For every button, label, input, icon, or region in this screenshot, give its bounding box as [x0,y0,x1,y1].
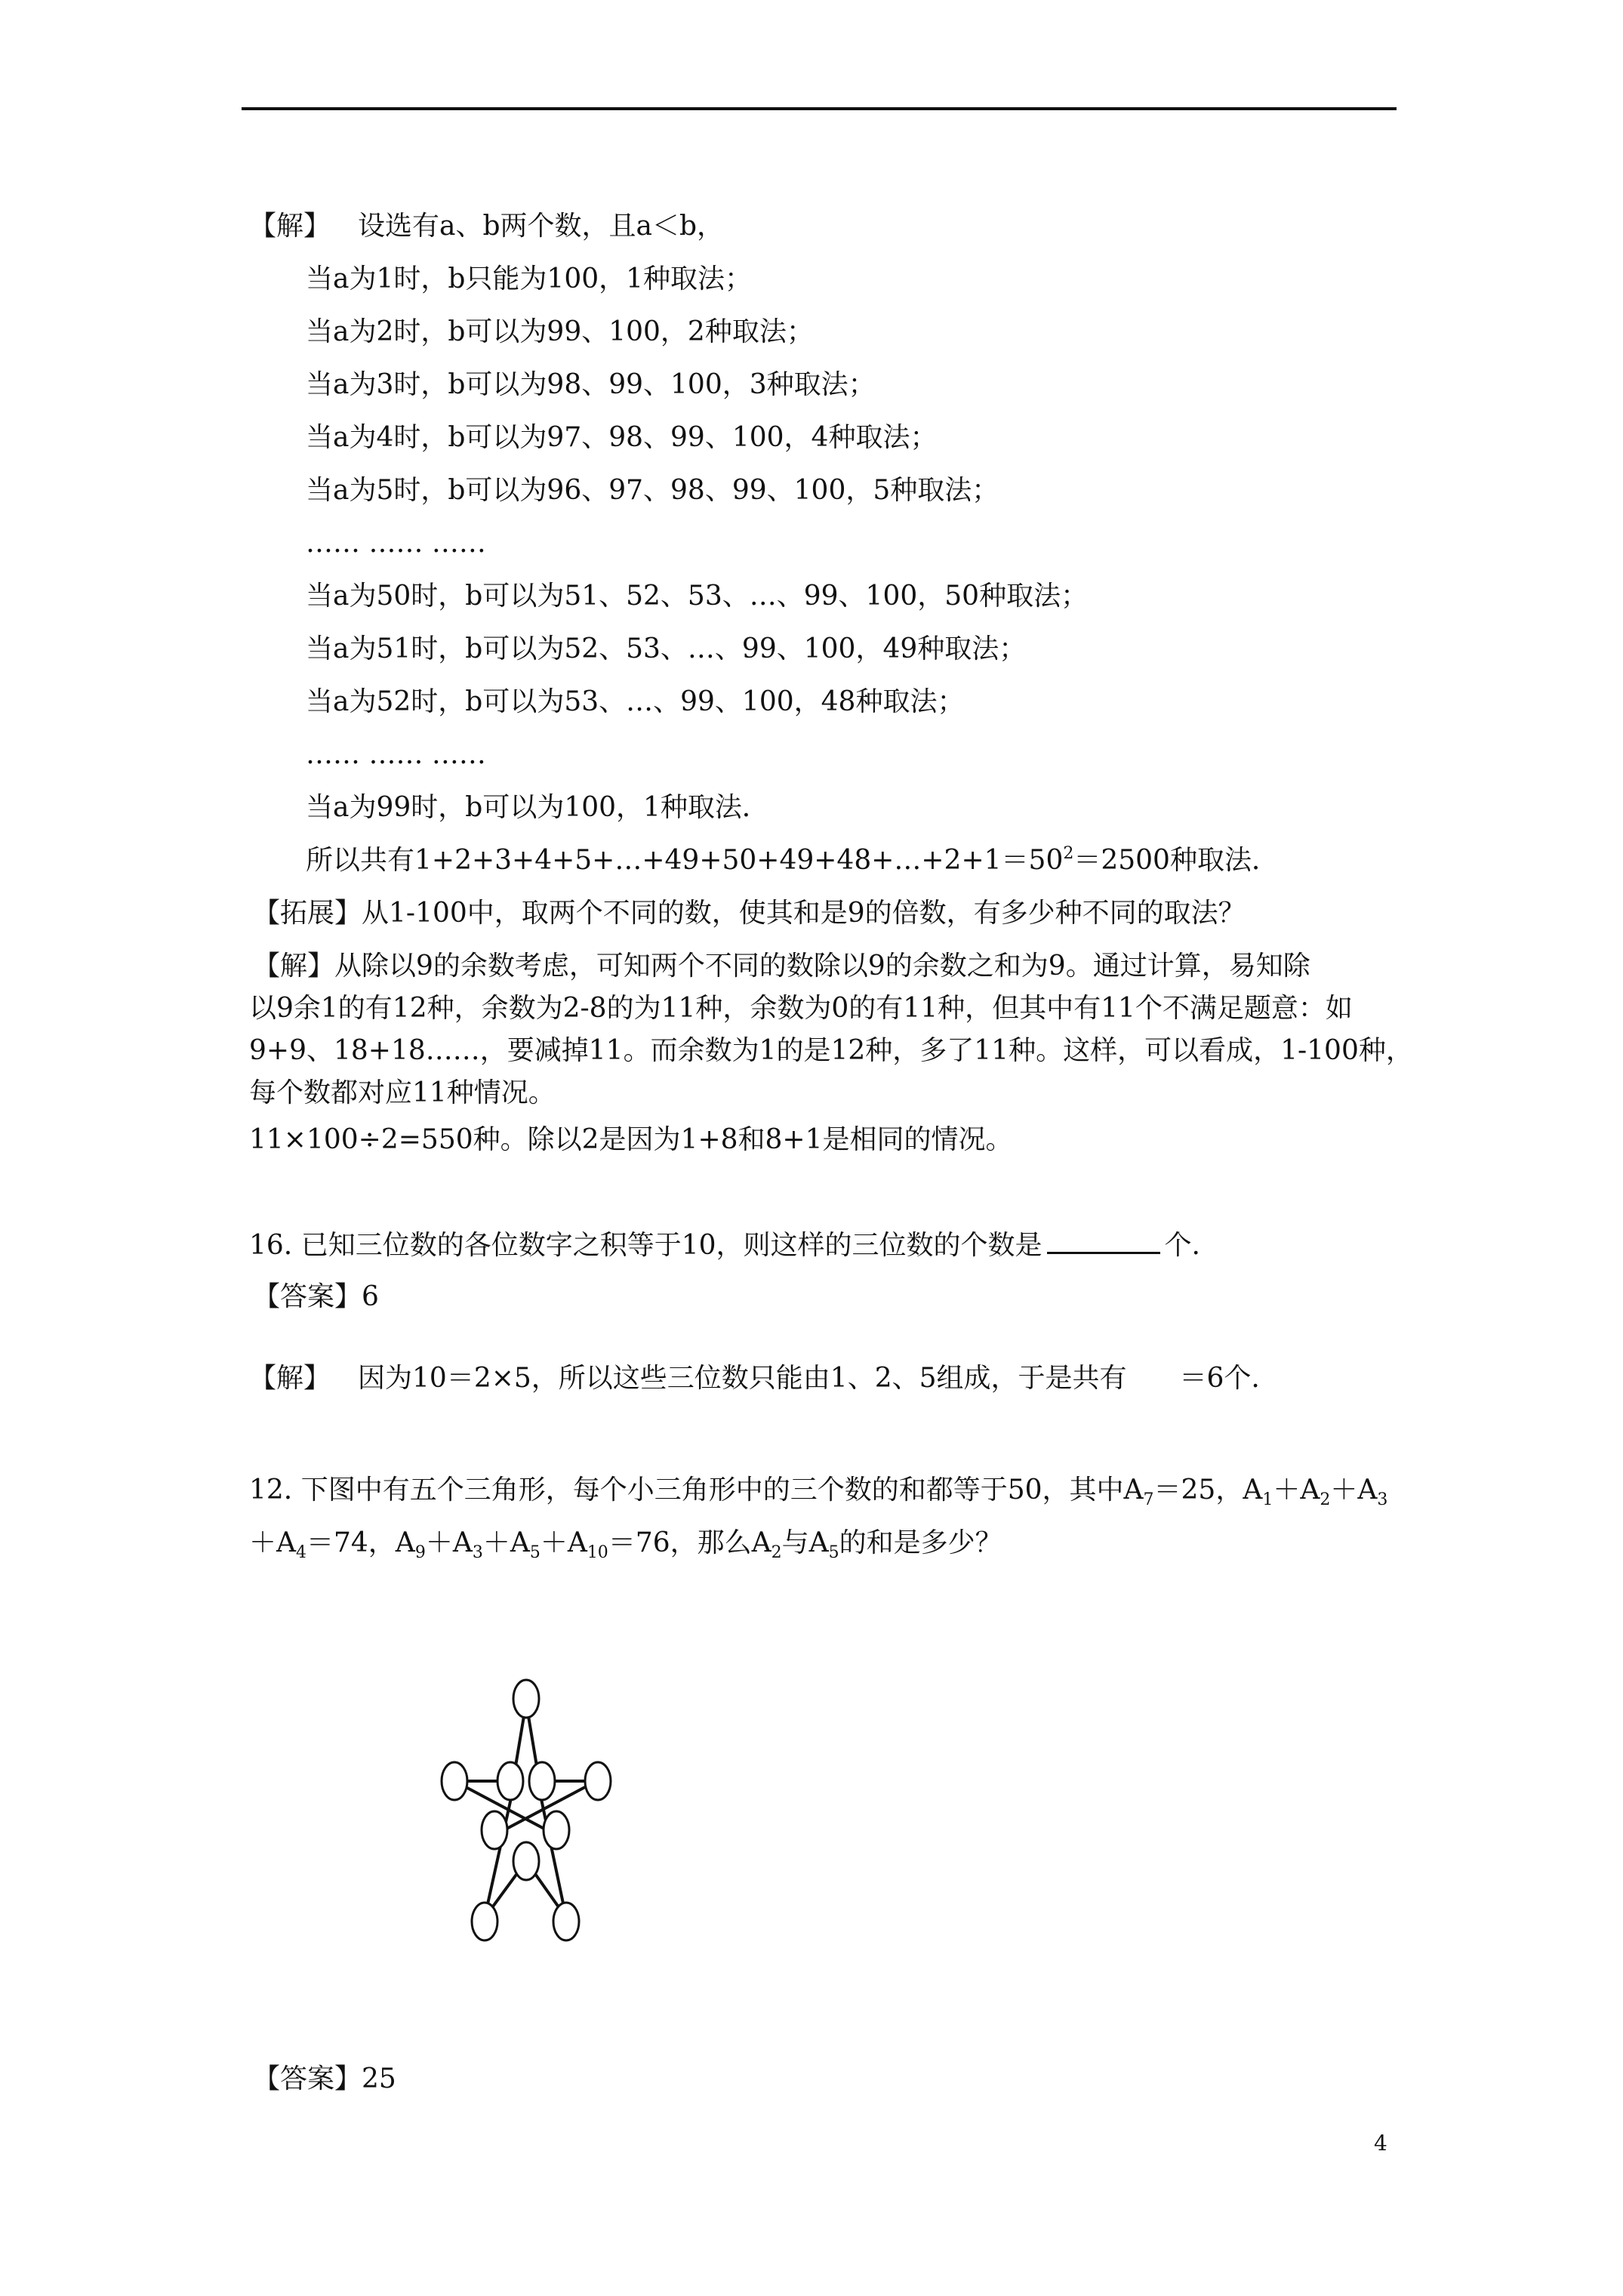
q12-text: 12. 下图中有五个三角形，每个小三角形中的三个数的和都等于50，其中A [249,1475,1144,1505]
sol1-sum-post: ＝2500种取法． [1073,845,1279,876]
q12-sub: 2 [771,1543,782,1562]
q12-text: ＋A [1273,1475,1320,1505]
answer-blank [1047,1226,1160,1254]
q12-sub: 1 [1262,1490,1273,1509]
sol1-line: 当a为5时，b可以为96、97、98、99、100，5种取法； [306,475,999,506]
q12-sub: 2 [1320,1490,1331,1509]
q12-text: ＋A [249,1527,296,1558]
q12-text: ＋A [540,1527,587,1558]
node-circle [585,1762,611,1800]
sol1-sum-sup: 2 [1063,844,1074,863]
solution-label: 【解】 [249,211,331,242]
q12-sub: 5 [828,1543,839,1562]
q12-text: ＝25，A [1153,1475,1263,1505]
sol1-line: 当a为4时，b可以为97、98、99、100，4种取法； [306,422,938,453]
node-circle [472,1903,497,1940]
q16-answer: 【答案】6 [253,1281,379,1312]
q16-question [249,1226,1200,1264]
q12-text: ＝76，那么A [608,1527,771,1558]
q12-sub: 3 [1377,1490,1388,1509]
node-circle [553,1903,579,1940]
q12-sub: 5 [529,1543,540,1562]
sol1-ellipsis: …… …… …… [306,528,486,559]
q12-text: 的和是多少？ [839,1527,1002,1558]
q12-sub: 10 [587,1543,608,1562]
q16-solution [249,1361,1260,1397]
q12-answer: 【答案】25 [253,2063,396,2094]
sol1-intro: 设选有a、b两个数，且a＜b， [358,211,725,242]
q12-sub: 4 [296,1543,306,1562]
solution-label: 【解】 [249,1363,331,1394]
q12-text: ＋A [425,1527,473,1558]
q12-sub: 7 [1143,1490,1154,1509]
sol1-ellipsis: …… …… …… [306,739,486,770]
sol1-line: 当a为52时，b可以为53、…、99、100，48种取法； [306,686,965,717]
sol1-sum-pre: 所以共有1+2+3+4+5+…+49+50+49+48+…+2+1＝50 [306,845,1064,876]
q12-text: 与A [781,1527,829,1558]
node-circle [482,1811,507,1849]
sol1-line: 当a为3时，b可以为98、99、100，3种取法； [306,369,876,400]
extension-answer-line: 以9余1的有12种，余数为2-8的为11种，余数为0的有11种，但其中有11个不满足题意：如 [249,993,1353,1024]
extension-answer-line: 【解】从除以9的余数考虑，可知两个不同的数除以9的余数之和为9。通过计算，易知除 [253,951,1310,982]
node-circle [497,1762,523,1800]
extension-answer-line: 11×100÷2=550种。除以2是因为1+8和8+1是相同的情况。 [249,1124,1013,1155]
sol1-line: 当a为50时，b可以为51、52、53、…、99、100，50种取法； [306,581,1089,612]
q12-text: ＋A [482,1527,530,1558]
q12-text: ＋A [1330,1475,1378,1505]
node-circle [529,1762,555,1800]
node-circle [442,1762,467,1800]
sol1-intro-line [249,208,724,245]
star-edges [454,1703,596,1918]
q12-text: ＝74，A [306,1527,415,1558]
extension-answer-line: 每个数都对应11种情况。 [249,1077,556,1108]
q12-sub: 9 [414,1543,426,1562]
star-diagram [430,1669,627,1955]
q12-question-line1 [249,1472,1387,1509]
star-nodes [442,1680,611,1940]
q16-solution-pre: 因为10＝2×5，所以这些三位数只能由1、2、5组成，于是共有 [358,1363,1127,1394]
extension-question: 【拓展】从1-100中，取两个不同的数，使其和是9的倍数，有多少种不同的取法？ [253,898,1246,929]
extension-answer-line: 9+9、18+18……，要减掉11。而余数为1的是12种，多了11种。这样，可以看成，1-100种， [249,1035,1413,1066]
node-circle [513,1680,539,1718]
q12-question-line2 [249,1525,1002,1561]
q16-question-post: 个. [1164,1230,1200,1261]
page-number: 4 [1374,2131,1387,2156]
sol1-line: 当a为2时，b可以为99、100，2种取法； [306,316,814,347]
node-circle [513,1842,539,1880]
sol1-sum-line [306,843,1279,879]
q12-sub: 3 [472,1543,483,1562]
q16-solution-post: ＝6个. [1179,1363,1260,1394]
q16-question-pre: 16. 已知三位数的各位数字之积等于10，则这样的三位数的个数是 [249,1230,1042,1261]
sol1-line: 当a为51时，b可以为52、53、…、99、100，49种取法； [306,633,1027,664]
header-rule [242,107,1397,110]
node-circle [544,1811,569,1849]
sol1-line: 当a为99时，b可以为100，1种取法． [306,792,769,823]
sol1-line: 当a为1时，b只能为100，1种取法； [306,264,753,294]
